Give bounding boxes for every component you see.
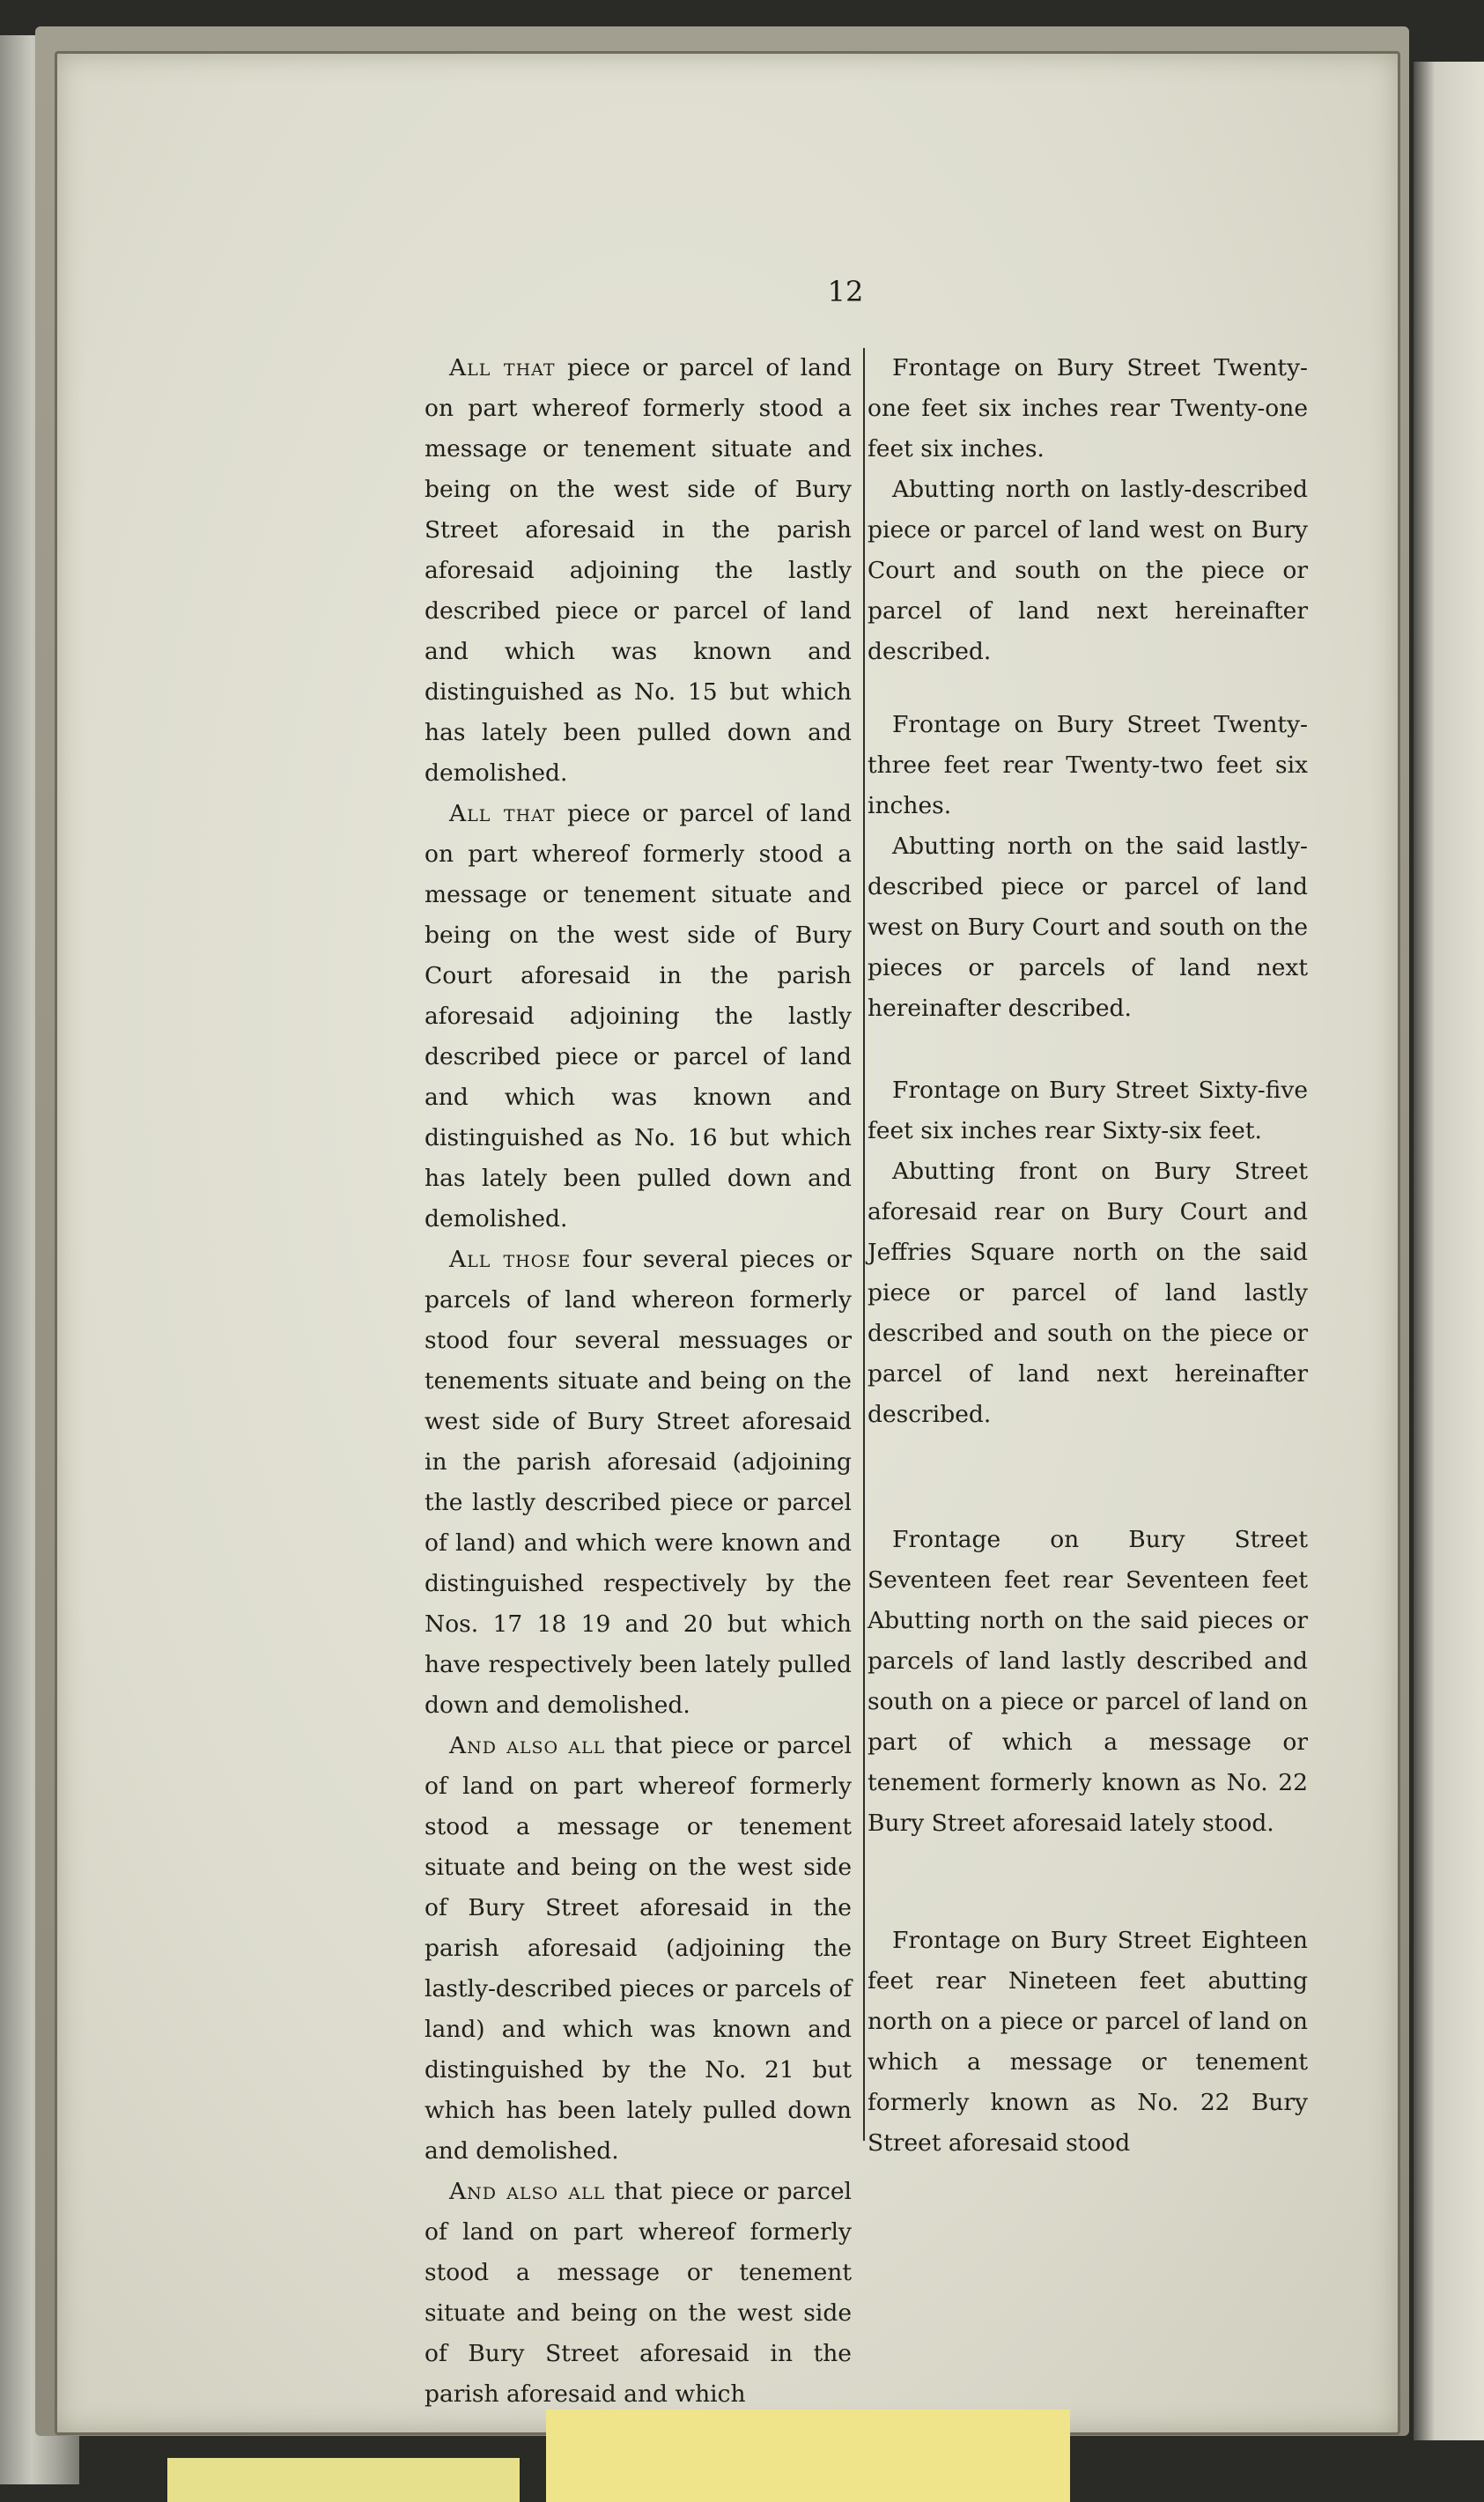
abutting-text: Abutting north on lastly-described piece or parcel of land west on Bury Court and south on the piece or parcel of land next hereinafter described. bbox=[868, 476, 1308, 665]
right-entry bbox=[868, 1921, 1308, 2164]
page-number: 12 bbox=[827, 275, 864, 308]
paragraph-text: piece or parcel of land on part whereof formerly stood a message or tenement situate and being on the west side of Bury Court aforesaid in the parish aforesaid adjoining the lastly described piece or parcel of land and which was known and distinguished as No. 16 but which has lately been pulled down and demolished. bbox=[425, 800, 852, 1232]
paragraph-lead: And also all bbox=[449, 2178, 606, 2205]
left-paragraph bbox=[425, 348, 852, 794]
paragraph-lead: All that bbox=[449, 354, 556, 381]
frontage-text: Frontage on Bury Street Seventeen feet rear Seventeen feet Abutting north on the said pieces or parcels of land lastly described and south on a piece or parcel of land on part of which a message or tenement formerly known as No. 22 Bury Street aforesaid lately stood. bbox=[868, 1526, 1308, 1837]
right-entry bbox=[868, 705, 1308, 1029]
yellow-paper-slip bbox=[167, 2458, 520, 2502]
paragraph-text: piece or parcel of land on part whereof formerly stood a message or tenement situate and being on the west side of Bury Street aforesaid in the parish aforesaid adjoining the lastly described piece or parcel of land and which was known and distinguished as No. 15 but which has lately been pulled down and demolished. bbox=[425, 354, 852, 787]
yellow-tab-marker bbox=[546, 2409, 1070, 2502]
left-paragraph bbox=[425, 794, 852, 1240]
frontage-text: Frontage on Bury Street Sixty-five feet six inches rear Sixty-six feet. bbox=[868, 1077, 1308, 1144]
frontage-text: Frontage on Bury Street Twenty-one feet six inches rear Twenty-one feet six inches. bbox=[868, 354, 1308, 463]
frontage-text: Frontage on Bury Street Eighteen feet rear Nineteen feet abutting north on a piece or parcel of land on which a message or tenement formerly known as No. 22 Bury Street aforesaid stood bbox=[868, 1927, 1308, 2157]
paragraph-lead: And also all bbox=[449, 1732, 606, 1759]
paragraph-text: that piece or parcel of land on part whereof formerly stood a message or tenement situate and being on the west side of Bury Street aforesaid in the parish aforesaid (adjoining the lastly-described pieces or parcels of land) and which was known and distinguished by the No. 21 but which has been lately pulled down and demolished. bbox=[425, 1732, 852, 2165]
right-entry bbox=[868, 1520, 1308, 1844]
left-paragraph bbox=[425, 2172, 852, 2415]
right-entry bbox=[868, 348, 1308, 672]
left-column bbox=[425, 348, 852, 2415]
frontage-text: Frontage on Bury Street Twenty-three feet rear Twenty-two feet six inches. bbox=[868, 711, 1308, 819]
adjacent-page-right bbox=[1414, 62, 1484, 2440]
left-paragraph bbox=[425, 1726, 852, 2172]
paragraph-lead: All those bbox=[449, 1246, 572, 1273]
column-divider bbox=[863, 348, 865, 2141]
right-entry bbox=[868, 1070, 1308, 1435]
paragraph-text: four several pieces or parcels of land whereon formerly stood four several messuages or tenements situate and being on the west side of Bury Street aforesaid in the parish aforesaid (adjoining the lastly described piece or parcel of land) and which were known and distinguished respectively by the Nos. 17 18 19 and 20 but which have respectively been lately pulled down and demolished. bbox=[425, 1246, 853, 1719]
paragraph-text: that piece or parcel of land on part whereof formerly stood a message or tenement situate and being on the west side of Bury Street aforesaid in the parish aforesaid and which bbox=[425, 2178, 852, 2408]
abutting-text: Abutting front on Bury Street aforesaid rear on Bury Court and Jeffries Square north on the said piece or parcel of land lastly described and south on the piece or parcel of land next hereinafter described. bbox=[868, 1158, 1308, 1428]
abutting-text: Abutting north on the said lastly-described piece or parcel of land west on Bury Court and south on the pieces or parcels of land next hereinafter described. bbox=[868, 833, 1308, 1022]
left-paragraph bbox=[425, 1240, 852, 1726]
paragraph-lead: All that bbox=[449, 800, 556, 827]
